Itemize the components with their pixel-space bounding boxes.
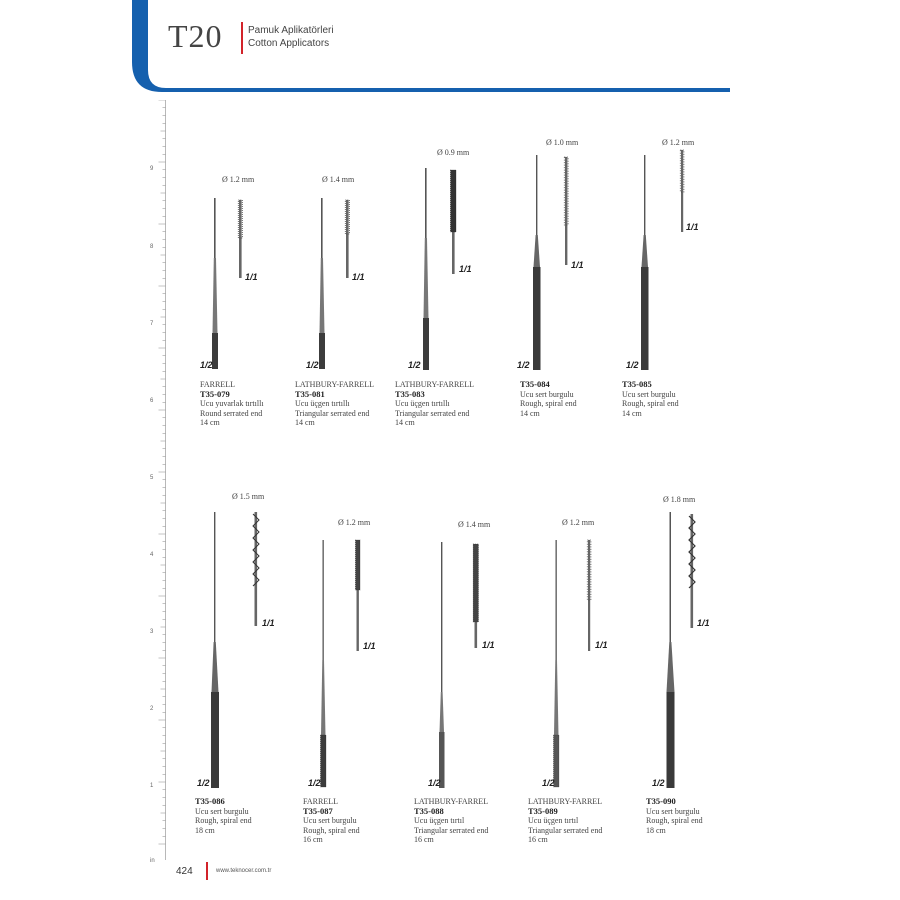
section-code: T20 <box>168 18 223 54</box>
diameter-label: Ø 1.4 mm <box>322 175 355 184</box>
scale-detail-label: 1/1 <box>595 640 608 650</box>
product-length: 14 cm <box>200 418 220 428</box>
product-name: LATHBURY-FARRELL <box>295 380 374 389</box>
ruler-label: 9 <box>150 166 154 172</box>
product-code: T35-084 <box>520 379 550 389</box>
tip-description-en: Rough, spiral end <box>520 399 577 409</box>
product-length: 14 cm <box>295 418 315 428</box>
product-caption <box>646 797 703 835</box>
product-length: 14 cm <box>520 408 540 418</box>
product-length: 16 cm <box>303 835 323 845</box>
page-number: 424 <box>176 866 193 877</box>
scale-full-label: 1/2 <box>308 778 321 788</box>
product-length: 16 cm <box>414 835 434 845</box>
instrument-full-view <box>416 168 438 373</box>
ruler-label: 8 <box>150 244 154 250</box>
diameter-label: Ø 1.4 mm <box>458 520 491 529</box>
scale-full-label: 1/2 <box>517 360 530 370</box>
product-caption <box>195 797 252 835</box>
scale-full-label: 1/2 <box>652 778 665 788</box>
instrument-full-view <box>634 155 656 373</box>
diameter-label: Ø 1.2 mm <box>562 518 595 527</box>
scale-detail-label: 1/1 <box>363 641 376 651</box>
tip-description-en: Rough, spiral end <box>622 399 679 409</box>
product-name: LATHBURY-FARREL <box>528 797 603 806</box>
product-code: T35-087 <box>303 805 333 816</box>
product-caption <box>520 380 577 418</box>
scale-detail-label: 1/1 <box>482 640 495 650</box>
tip-description-tr: Ucu sert burgulu <box>520 389 574 399</box>
product-caption <box>395 380 474 428</box>
tip-description-tr: Ucu sert burgulu <box>195 806 249 816</box>
scale-full-label: 1/2 <box>197 778 210 788</box>
tip-description-en: Round serrated end <box>200 408 263 418</box>
scale-detail-label: 1/1 <box>571 260 584 270</box>
product-length: 18 cm <box>195 825 215 835</box>
ruler-label: 7 <box>150 321 154 327</box>
tip-description-tr: Ucu üçgen tırtıllı <box>395 399 450 409</box>
instrument-tip-detail <box>561 155 571 267</box>
product-code: T35-085 <box>622 379 652 389</box>
tip-description-en: Triangular serrated end <box>295 408 370 418</box>
instrument-tip-detail <box>686 512 698 630</box>
product-length: 14 cm <box>622 408 642 418</box>
diameter-label: Ø 1.2 mm <box>222 175 255 184</box>
scale-full-label: 1/2 <box>306 360 319 370</box>
footer-separator <box>206 862 208 880</box>
diameter-label: Ø 1.2 mm <box>662 138 695 147</box>
tip-description-tr: Ucu üçgen tırtıl <box>414 816 465 826</box>
tip-description-en: Triangular serrated end <box>528 825 603 835</box>
scale-detail-label: 1/1 <box>686 222 699 232</box>
product-name: FARRELL <box>200 380 235 389</box>
diameter-label: Ø 1.0 mm <box>546 138 579 147</box>
product-caption <box>414 797 488 845</box>
instrument-tip-detail <box>352 538 364 653</box>
diameter-label: Ø 1.5 mm <box>232 492 265 501</box>
instrument-tip-detail <box>235 198 245 280</box>
website-link[interactable]: www.teknocer.com.tr <box>216 868 272 874</box>
product-length: 14 cm <box>395 418 415 428</box>
ruler-label: in <box>150 858 155 864</box>
inch-ruler <box>156 100 166 860</box>
product-length: 16 cm <box>528 835 548 845</box>
ruler-label: 4 <box>150 552 154 558</box>
product-name: LATHBURY-FARREL <box>414 797 489 806</box>
instrument-full-view <box>312 198 334 373</box>
scale-full-label: 1/2 <box>626 360 639 370</box>
ruler-label: 5 <box>150 475 154 481</box>
section-title-en: Cotton Applicators <box>248 38 330 49</box>
header-separator <box>241 22 243 54</box>
product-code: T35-086 <box>195 796 225 806</box>
instrument-tip-detail <box>342 198 352 280</box>
scale-detail-label: 1/1 <box>459 264 472 274</box>
instrument-tip-detail <box>447 168 459 276</box>
tip-description-tr: Ucu sert burgulu <box>622 389 676 399</box>
scale-detail-label: 1/1 <box>352 272 365 282</box>
tip-description-en: Rough, spiral end <box>303 825 360 835</box>
instrument-full-view <box>314 540 334 790</box>
diameter-label: Ø 1.8 mm <box>663 495 696 504</box>
scale-full-label: 1/2 <box>408 360 421 370</box>
product-caption <box>528 797 602 845</box>
tip-description-tr: Ucu sert burgulu <box>303 816 357 826</box>
product-caption <box>303 797 360 845</box>
product-name: LATHBURY-FARRELL <box>395 380 474 389</box>
product-caption <box>200 380 264 428</box>
scale-full-label: 1/2 <box>200 360 213 370</box>
product-code: T35-089 <box>528 805 558 816</box>
product-name: FARRELL <box>303 797 338 806</box>
scale-detail-label: 1/1 <box>262 618 275 628</box>
tip-description-tr: Ucu üçgen tırtıllı <box>295 399 350 409</box>
instrument-full-view <box>526 155 548 373</box>
product-code: T35-083 <box>395 388 425 399</box>
diameter-label: Ø 1.2 mm <box>338 518 371 527</box>
tip-description-en: Triangular serrated end <box>414 825 489 835</box>
instrument-full-view <box>660 512 682 790</box>
instrument-full-view <box>205 198 227 373</box>
tip-description-en: Rough, spiral end <box>646 816 703 826</box>
product-caption <box>622 380 679 418</box>
scale-detail-label: 1/1 <box>697 618 710 628</box>
product-code: T35-081 <box>295 388 325 399</box>
instrument-full-view <box>432 542 452 790</box>
product-code: T35-090 <box>646 796 676 806</box>
scale-full-label: 1/2 <box>542 778 555 788</box>
tip-description-tr: Ucu sert burgulu <box>646 806 700 816</box>
scale-detail-label: 1/1 <box>245 272 258 282</box>
product-code: T35-088 <box>414 805 444 816</box>
instrument-tip-detail <box>250 510 262 628</box>
instrument-tip-detail <box>584 538 594 653</box>
product-caption <box>295 380 374 428</box>
tip-description-en: Rough, spiral end <box>195 816 252 826</box>
section-title-tr: Pamuk Aplikatörleri <box>248 25 334 36</box>
diameter-label: Ø 0.9 mm <box>437 148 470 157</box>
product-code: T35-079 <box>200 388 230 399</box>
scale-full-label: 1/2 <box>428 778 441 788</box>
ruler-label: 6 <box>150 398 154 404</box>
ruler-label: 3 <box>150 629 154 635</box>
ruler-label: 1 <box>150 783 154 789</box>
ruler-label: 2 <box>150 706 154 712</box>
instrument-full-view <box>547 540 567 790</box>
tip-description-tr: Ucu yuvarlak tırtıllı <box>200 399 264 409</box>
instrument-tip-detail <box>470 542 482 650</box>
product-length: 18 cm <box>646 825 666 835</box>
tip-description-tr: Ucu üçgen tırtıl <box>528 816 579 826</box>
tip-description-en: Triangular serrated end <box>395 408 470 418</box>
instrument-full-view <box>204 512 226 790</box>
